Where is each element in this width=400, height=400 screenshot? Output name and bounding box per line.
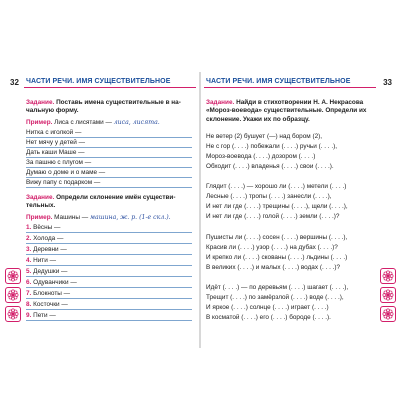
poem-line: Трещит (. . . .) по замёрзлой (. . . .) воде (. . . .), (206, 294, 344, 301)
word-row (26, 311, 192, 321)
word-row (26, 267, 192, 277)
flower-icon (5, 287, 21, 303)
left-section-title: ЧАСТИ РЕЧИ. ИМЯ СУЩЕСТВИТЕЛЬНОЕ (26, 78, 171, 85)
word-number: 1. (26, 224, 32, 231)
word-text: Косточки — (31, 301, 68, 308)
book-spine (199, 72, 201, 348)
example-text: Лиса с лисятами — (52, 119, 114, 126)
example-label: Пример. (26, 119, 53, 126)
poem-line: Обходит (. . . .) владенья (. . . .) свои (. . . .). (206, 163, 334, 170)
word-row (26, 234, 192, 244)
word-text: Пети — (31, 312, 56, 319)
right-task (206, 99, 372, 124)
word-row (26, 278, 192, 288)
flower-icon (380, 268, 396, 284)
word-row (26, 300, 192, 310)
word-text: Дедушки — (31, 268, 68, 275)
poem-line: Лесные (. . . .) тропы (. . . .) занесли (. . . .), (206, 193, 332, 200)
task-text: тельных. (26, 202, 56, 210)
poem-line: В косматой (. . . .) его (. . . .) бороде (. . . .). (206, 314, 331, 321)
poem-line: Красив ли (. . . .) узор (. . . .) на дубах (. . . .)? (206, 244, 338, 251)
task-text: чальную форму. (26, 107, 79, 115)
flower-icon (380, 287, 396, 303)
poem-line: Идёт (. . . .) — по деревьям (. . . .) шагает (. . . .), (206, 284, 349, 291)
task-label: Задание. (206, 99, 235, 106)
poem-line: И нет ли где (. . . .) голой (. . . .) земли (. . . .)? (206, 213, 340, 220)
flower-icon (380, 306, 396, 322)
task-label: Задание. (26, 99, 55, 106)
poem-line: Не с гор (. . . .) побежали (. . . .) ручьи (. . . .), (206, 143, 338, 150)
poem-line: Глядит (. . . .) — хорошо ли (. . . .) метели (. . . .) (206, 183, 347, 190)
word-number: 7. (26, 290, 32, 297)
word-text: Вёсны — (31, 224, 61, 231)
word-row (26, 289, 192, 299)
poem-line: В великих (. . . .) и малых (. . . .) водах (. . . .)? (206, 264, 341, 271)
phrase-row: Думаю о доме и о маме — (26, 168, 192, 178)
word-number: 3. (26, 246, 32, 253)
word-number: 6. (26, 279, 32, 286)
word-row (26, 223, 192, 233)
task-label: Задание. (26, 194, 55, 201)
word-text: Одуванчики — (31, 279, 77, 286)
task-text: Найди в стихотворении Н. А. Некрасова (234, 99, 364, 106)
left-page (10, 78, 196, 340)
word-number: 9. (26, 312, 32, 319)
poem-line: Пушисты ли (. . . .) сосен (. . . .) вершины (. . . .), (206, 234, 348, 241)
left-task-1 (26, 99, 192, 116)
poem-line: И яркое (. . . .) солнце (. . . .) играет (. . . .) (206, 304, 329, 311)
task-text: Определи склонение имён существи- (54, 194, 176, 201)
example-answer: машина, ж. р. (1-е скл.). (89, 214, 171, 221)
example-label: Пример. (26, 214, 53, 221)
left-example-2 (26, 214, 192, 222)
phrase-row: За пашню с плугом — (26, 158, 192, 168)
left-example-1 (26, 119, 192, 127)
phrase-row: Нитка с иголкой — (26, 128, 192, 138)
word-text: Блокноты — (31, 290, 71, 297)
poem-line: Мороз-воевода (. . . .) дозором (. . . .) (206, 153, 316, 160)
right-page-number: 33 (383, 78, 392, 87)
flower-icon (5, 268, 21, 284)
word-row (26, 245, 192, 255)
phrase-row: Вижу папу с подарком — (26, 178, 192, 188)
word-row (26, 256, 192, 266)
left-task-2 (26, 194, 192, 211)
word-text: Деревни — (31, 246, 67, 253)
word-number: 2. (26, 235, 32, 242)
poem-line: И крепко ли (. . . .) скованы (. . . .) льдины (. . . .) (206, 254, 348, 261)
phrase-row: Нет мячу у детей — (26, 138, 192, 148)
word-text: Нити — (31, 257, 56, 264)
word-number: 4. (26, 257, 32, 264)
word-number: 8. (26, 301, 32, 308)
poem-line: Не ветер (2) бушует (—) над бором (2), (206, 133, 323, 140)
word-number: 5. (26, 268, 32, 275)
phrase-row: Дать каши Маше — (26, 148, 192, 158)
example-text: Машины — (52, 214, 90, 221)
left-page-number: 32 (10, 78, 19, 87)
task-text: «Мороз-воевода» существительные. Определи их (206, 107, 367, 115)
flower-icon (5, 306, 21, 322)
word-text: Холода — (31, 235, 64, 242)
task-text: Поставь имена существительные в на- (54, 99, 181, 106)
task-text: склонение. Укажи их по образцу. (206, 115, 310, 123)
poem-line: И нет ли где (. . . .) трещины (. . . .), щели (. . . .), (206, 203, 348, 210)
example-answer: лиса, лисята. (113, 119, 160, 126)
right-page (204, 78, 392, 340)
right-section-title: ЧАСТИ РЕЧИ. ИМЯ СУЩЕСТВИТЕЛЬНОЕ (206, 78, 351, 85)
